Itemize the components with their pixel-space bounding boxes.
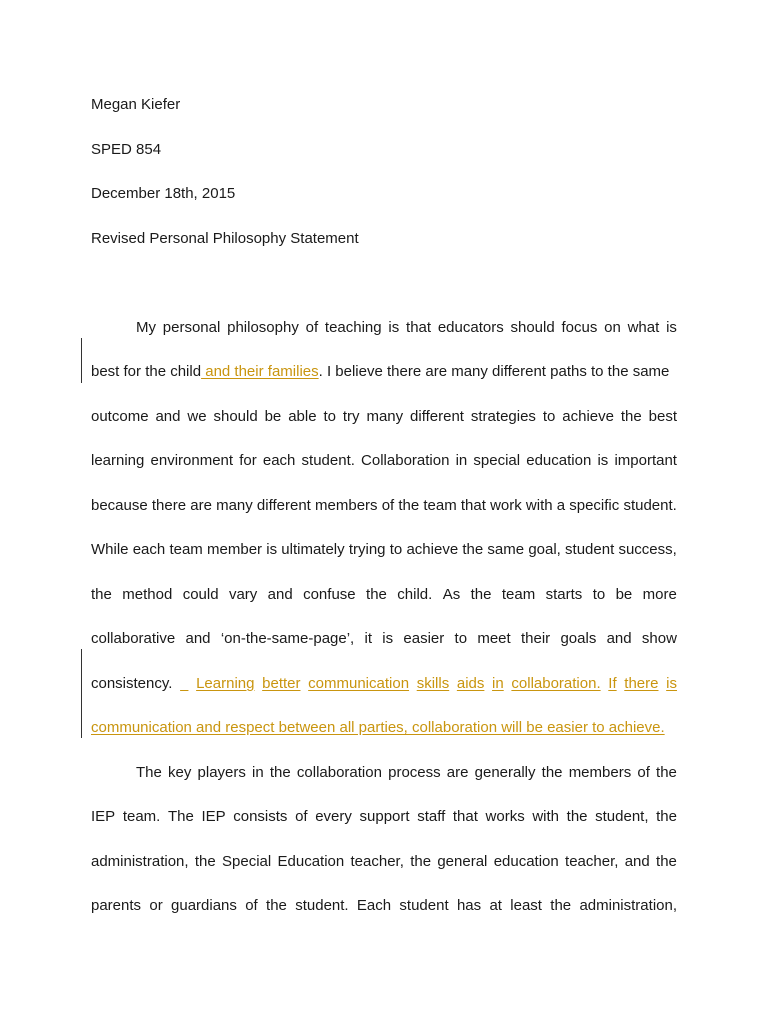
word: a	[556, 497, 566, 514]
word: be	[615, 586, 633, 603]
paragraph-1-line-8	[91, 630, 677, 648]
word: are	[446, 764, 469, 781]
word: ultimately	[281, 541, 345, 558]
word: different	[256, 497, 311, 514]
word: that	[460, 497, 486, 514]
word: because	[91, 497, 148, 514]
word: achieve	[562, 408, 614, 425]
word: specific	[569, 497, 620, 514]
word: general	[437, 853, 488, 870]
word: support	[359, 808, 410, 825]
word: starts	[545, 586, 583, 603]
word: team	[501, 586, 536, 603]
word: is	[266, 541, 278, 558]
word: of	[381, 497, 395, 514]
word: student.	[301, 452, 355, 469]
word: is	[597, 452, 609, 469]
word: child.	[397, 586, 433, 603]
word: teacher,	[350, 853, 404, 870]
word: achieve	[406, 541, 459, 558]
word: of	[637, 764, 650, 781]
word: of	[295, 808, 308, 825]
inserted-word: communication	[308, 675, 410, 692]
word: that	[452, 808, 478, 825]
word: is	[666, 319, 677, 336]
word: team	[169, 541, 203, 558]
inserted-word: collaboration.	[511, 675, 601, 692]
word: the	[194, 853, 216, 870]
word: confuse	[303, 586, 356, 603]
word: on	[604, 319, 621, 336]
word: the	[566, 808, 588, 825]
word: many	[216, 497, 253, 514]
word: teacher,	[565, 853, 619, 870]
word: the	[266, 897, 287, 914]
word: and	[267, 586, 293, 603]
word: players	[197, 764, 246, 781]
word: My	[136, 319, 156, 336]
word: As	[442, 586, 461, 603]
word: educators	[437, 319, 504, 336]
word: goals	[560, 630, 597, 647]
paragraph-1-line-5	[91, 497, 677, 515]
word: student.	[623, 497, 677, 514]
word: show	[641, 630, 677, 647]
word: consists	[233, 808, 288, 825]
word: environment	[150, 452, 234, 469]
word: collaboration	[296, 764, 382, 781]
word: should	[510, 319, 555, 336]
word: the	[366, 586, 387, 603]
word: Special	[222, 853, 272, 870]
word: has	[456, 897, 482, 914]
word: each	[262, 452, 296, 469]
word: parents	[91, 897, 142, 914]
word: education	[526, 452, 592, 469]
paragraph-2-line-2	[91, 808, 677, 826]
word: are	[190, 497, 212, 514]
change-bar	[81, 649, 82, 738]
word: student.	[295, 897, 349, 914]
word: staff	[417, 808, 446, 825]
document-date: December 18th, 2015	[91, 185, 236, 202]
paragraph-1-line-1	[136, 319, 677, 337]
inserted-word: Learning	[196, 675, 255, 692]
word: While	[91, 541, 129, 558]
inserted-word: there	[624, 675, 659, 692]
inserted-word: in	[492, 675, 504, 692]
word: what	[627, 319, 660, 336]
inserted-word: If	[608, 675, 617, 692]
word: or	[149, 897, 163, 914]
word: The	[136, 764, 162, 781]
word: student,	[595, 808, 649, 825]
word: every	[315, 808, 352, 825]
word: success,	[618, 541, 677, 558]
word: members	[315, 497, 378, 514]
word: to	[323, 408, 336, 425]
word: personal	[162, 319, 221, 336]
word: focus	[561, 319, 598, 336]
inserted-text: and their families	[201, 363, 319, 380]
word: goal,	[528, 541, 561, 558]
word: Each	[356, 897, 392, 914]
line-text: . I believe there are many different paths to the same	[318, 363, 670, 380]
word: easier	[403, 630, 445, 647]
word: their	[520, 630, 551, 647]
word: guardians	[171, 897, 237, 914]
word: and	[606, 630, 632, 647]
word: and	[155, 408, 181, 425]
word: should	[213, 408, 258, 425]
word: member	[207, 541, 263, 558]
word: the	[398, 497, 420, 514]
word: team.	[122, 808, 161, 825]
word: important	[614, 452, 677, 469]
word: the	[620, 408, 642, 425]
word: at	[489, 897, 502, 914]
change-bar	[81, 338, 82, 383]
word: special	[473, 452, 521, 469]
word: is	[388, 319, 400, 336]
word: to	[542, 408, 556, 425]
word: process	[388, 764, 441, 781]
word: the	[541, 764, 563, 781]
word: team	[423, 497, 457, 514]
word: with	[525, 497, 553, 514]
word: teaching	[324, 319, 382, 336]
inserted-word: skills	[416, 675, 450, 692]
word: the	[269, 764, 291, 781]
word: it	[364, 630, 372, 647]
paragraph-2-line-3	[91, 853, 677, 871]
inserted-word: aids	[456, 675, 485, 692]
word: key	[168, 764, 192, 781]
word: student	[565, 541, 615, 558]
paragraph-1-line-7	[91, 586, 677, 604]
word: the	[470, 586, 492, 603]
word: in	[455, 452, 468, 469]
course-code: SPED 854	[91, 141, 162, 158]
word: the	[462, 541, 484, 558]
inserted-word: is	[666, 675, 677, 692]
word: ‘on-the-same-page’,	[220, 630, 355, 647]
paragraph-1-line-3	[91, 408, 677, 426]
paragraph-1-line-9	[91, 675, 677, 693]
word: philosophy	[227, 319, 299, 336]
document-title: Revised Personal Philosophy Statement	[91, 230, 359, 247]
word: is	[382, 630, 394, 647]
word: method	[122, 586, 173, 603]
word: to	[454, 630, 468, 647]
word: and	[624, 853, 650, 870]
word: vary	[228, 586, 258, 603]
word: works	[485, 808, 525, 825]
word: that	[406, 319, 432, 336]
word: the	[550, 897, 572, 914]
word: least	[510, 897, 542, 914]
paragraph-1-line-10: communication and respect between all parties, collaboration will be easier to achieve.	[91, 719, 665, 736]
word: education	[493, 853, 559, 870]
word: trying	[348, 541, 386, 558]
inserted-word	[180, 675, 188, 693]
word: work	[490, 497, 522, 514]
word: in	[252, 764, 264, 781]
word: to	[592, 586, 606, 603]
word: The	[167, 808, 194, 825]
word: there	[151, 497, 187, 514]
word: with	[532, 808, 560, 825]
word: collaborative	[91, 630, 176, 647]
word: able	[288, 408, 317, 425]
word: the	[91, 586, 112, 603]
word: to	[389, 541, 403, 558]
paragraph-1-line-4	[91, 452, 677, 470]
word: many	[366, 408, 404, 425]
word: IEP	[91, 808, 116, 825]
inserted-word: better	[262, 675, 301, 692]
word: each	[132, 541, 166, 558]
word: of	[245, 897, 258, 914]
word: members	[568, 764, 632, 781]
word: strategies	[470, 408, 536, 425]
word: Collaboration	[361, 452, 450, 469]
paragraph-2-line-1	[136, 764, 677, 782]
line-text: best for the child	[91, 363, 202, 380]
word: administration,	[91, 853, 189, 870]
word: meet	[477, 630, 511, 647]
word: could	[182, 586, 219, 603]
word: for	[239, 452, 257, 469]
paragraph-2-line-4	[91, 897, 677, 915]
word: we	[187, 408, 207, 425]
line-text: consistency.	[91, 675, 173, 692]
author-name: Megan Kiefer	[91, 96, 181, 113]
word: of	[305, 319, 319, 336]
word: be	[264, 408, 282, 425]
word: more	[642, 586, 677, 603]
word: the	[656, 853, 677, 870]
word: best	[648, 408, 677, 425]
word: the	[656, 808, 677, 825]
word: different	[410, 408, 464, 425]
word: learning	[91, 452, 145, 469]
word: IEP	[201, 808, 226, 825]
word: outcome	[91, 408, 149, 425]
word: generally	[474, 764, 536, 781]
paragraph-1-line-2	[91, 363, 669, 381]
word: same	[487, 541, 525, 558]
word: the	[410, 853, 432, 870]
paragraph-1-line-6	[91, 541, 677, 559]
word: administration,	[579, 897, 677, 914]
word: Education	[277, 853, 345, 870]
word: and	[185, 630, 211, 647]
word: student	[399, 897, 449, 914]
word: the	[656, 764, 677, 781]
word: try	[342, 408, 360, 425]
